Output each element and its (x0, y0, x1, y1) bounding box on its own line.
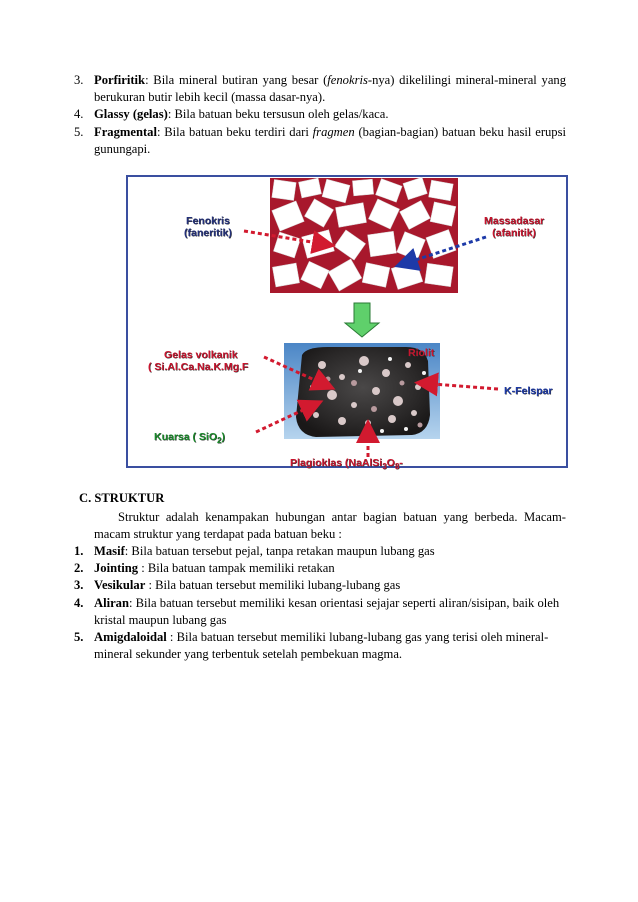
desc-text: (bagian-bagian) batuan beku hasil erupsi gunungapi. (94, 124, 567, 156)
desc-text: : Bila mineral butiran yang besar ( (145, 73, 328, 87)
italic-term: fenokris (327, 73, 368, 87)
item-number: 3. (74, 578, 84, 593)
desc-text: : Bila batuan tersebut pejal, tanpa retakan maupun lubang gas (124, 544, 435, 558)
term-glassy: Glassy (gelas) (94, 107, 168, 122)
afanitik-text: (afanitik) (492, 227, 536, 239)
item-number: 1. (74, 544, 84, 558)
plagioklas-sub2: 8 (394, 462, 400, 472)
structure-list (74, 543, 566, 663)
fenokris-label (184, 215, 232, 239)
list-item-fragmental (74, 124, 567, 158)
plagioklas-mid: O (386, 457, 395, 469)
massadasar-label (484, 215, 544, 239)
item-number: 4. (74, 107, 84, 122)
list-item-amigdaloidal (74, 629, 566, 663)
intro-text: Struktur adalah kenampakan hubungan antar bagian batuan yang berbeda. Macam-macam struktur yang terdapat pada batuan beku : (94, 510, 566, 542)
gelas-volkanik-label (148, 349, 248, 373)
list-item-masif (74, 543, 566, 560)
plagioklas-end: - (399, 457, 403, 469)
texture-list (74, 72, 567, 158)
section-intro (94, 509, 566, 543)
down-arrow-icon (345, 303, 379, 337)
item-number: 2. (74, 561, 84, 576)
fenokris-text: Fenokris (186, 215, 230, 227)
list-item-glassy (74, 106, 566, 123)
riolit-label: Riolit (408, 347, 435, 359)
item-number: 3. (74, 73, 84, 87)
desc-text: : Bila batuan tersebut memiliki kesan orientasi sejajar seperti aliran/sisipan, baik oleh kristal maupun lubang gas (94, 595, 560, 627)
kuarsa-sub: 2 (217, 436, 222, 446)
porphyritic-texture-figure (126, 175, 568, 472)
kuarsa-close: ) (221, 431, 225, 443)
desc-text: : Bila batuan tersebut memiliki lubang-lubang gas yang terisi oleh mineral-mineral sekunder yang terbentuk setelah pembekuan magma. (94, 630, 549, 662)
plagioklas-text: Plagioklas (NaAlSi (290, 457, 383, 469)
term-masif: Masif (94, 544, 125, 558)
kfelspar-label: K-Felspar (504, 385, 553, 397)
item-number: 5. (74, 124, 84, 139)
term-aliran: Aliran (94, 595, 129, 610)
kuarsa-text: Kuarsa ( SiO (154, 431, 218, 443)
list-item-porfiritik (74, 72, 566, 106)
list-item-aliran (74, 595, 566, 629)
item-number: 4. (74, 595, 84, 610)
term-porfiritik: Porfiritik (94, 73, 146, 87)
plagioklas-sub: 3 (382, 462, 387, 472)
faneritik-text: (faneritik) (184, 227, 232, 239)
gelas-formula-text: ( Si.Al.Ca.Na.K.Mg.F (148, 361, 249, 373)
massadasar-text: Massadasar (484, 215, 545, 227)
desc-text: : Bila batuan beku tersusun oleh gelas/kaca. (167, 107, 389, 122)
italic-term: fragmen (312, 124, 355, 139)
term-fragmental: Fragmental (94, 124, 157, 139)
list-item-vesikular (74, 577, 566, 594)
gelas-text: Gelas volkanik (164, 349, 238, 361)
desc-text: : Bila batuan tersebut memiliki lubang-lubang gas (145, 578, 401, 593)
term-jointing: Jointing (94, 561, 139, 576)
desc-text: : Bila batuan tampak memiliki retakan (138, 561, 335, 576)
crystal-matrix-diagram (270, 177, 458, 293)
term-amigdaloidal: Amigdaloidal (94, 630, 167, 645)
desc-text: -nya) dikelilingi mineral-mineral yang berukuran butir lebih kecil (massa dasar-nya). (94, 73, 566, 105)
desc-text: : Bila batuan beku terdiri dari (156, 124, 313, 139)
item-number: 5. (74, 630, 84, 645)
kuarsa-label (154, 431, 225, 447)
plagioklas-label (290, 457, 403, 473)
section-heading: C. STRUKTUR (79, 491, 165, 505)
list-item-jointing (74, 560, 566, 577)
term-vesikular: Vesikular (94, 578, 146, 593)
